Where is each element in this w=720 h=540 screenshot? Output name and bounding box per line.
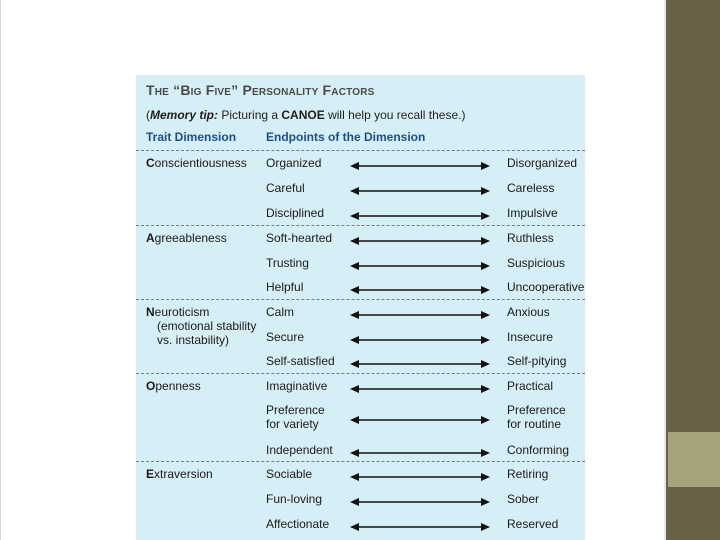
trait-name [146, 379, 201, 393]
memory-tip-label: Memory tip: [150, 108, 219, 122]
endpoint-low: Organized [266, 156, 322, 170]
trait-name-rest: onscientiousness [154, 156, 247, 170]
endpoint-high: Self-pitying [507, 354, 567, 368]
endpoint-high: Reserved [507, 517, 559, 531]
endpoint-low: Trusting [266, 256, 309, 270]
memory-tip-text-after: will help you recall these.) [324, 108, 466, 122]
endpoint-high: Uncooperative [507, 280, 585, 294]
endpoint-low: Affectionate [266, 517, 330, 531]
double-headed-arrow-icon [350, 415, 490, 425]
endpoint-high: Ruthless [507, 231, 554, 245]
endpoint-high: Retiring [507, 467, 549, 481]
endpoint-low: Helpful [266, 280, 304, 294]
endpoint-low: Secure [266, 330, 305, 344]
endpoint-high: for routine [507, 417, 562, 431]
endpoint-low: Disciplined [266, 206, 325, 220]
endpoint-low: Imaginative [266, 379, 328, 393]
trait-initial: C [146, 156, 155, 170]
trait-initial: E [146, 467, 155, 481]
endpoint-high: Sober [507, 492, 540, 506]
endpoint-low: Calm [266, 305, 295, 319]
trait-name [146, 467, 213, 481]
endpoint-high: Conforming [507, 443, 570, 457]
trait-initial: A [146, 231, 155, 245]
decorative-side-accent [668, 432, 720, 487]
trait-name-rest: penness [155, 379, 201, 393]
endpoint-high: Anxious [507, 305, 550, 319]
table-title: The “Big Five” Personality Factors [146, 82, 375, 98]
double-headed-arrow-icon [350, 285, 490, 295]
endpoint-high: Impulsive [507, 206, 558, 220]
double-headed-arrow-icon [350, 335, 490, 345]
endpoint-low: Preference [266, 403, 325, 417]
double-headed-arrow-icon [350, 497, 490, 507]
endpoint-low: Fun-loving [266, 492, 323, 506]
endpoint-low: for variety [266, 417, 319, 431]
double-headed-arrow-icon [350, 211, 490, 221]
double-headed-arrow-icon [350, 359, 490, 369]
row-separator [136, 373, 585, 374]
trait-subtitle: vs. instability) [157, 333, 230, 347]
trait-name-rest: xtraversion [154, 467, 213, 481]
trait-name [146, 305, 209, 319]
trait-dimension-header: Trait Dimension [146, 130, 237, 144]
double-headed-arrow-icon [350, 261, 490, 271]
memory-tip [146, 108, 465, 122]
trait-name [146, 156, 247, 170]
endpoint-high: Careless [507, 181, 555, 195]
double-headed-arrow-icon [350, 448, 490, 458]
endpoint-high: Disorganized [507, 156, 578, 170]
endpoint-high: Preference [507, 403, 566, 417]
trait-initial: N [146, 305, 155, 319]
endpoint-high: Practical [507, 379, 554, 393]
memory-tip-text-before: Picturing a [218, 108, 282, 122]
double-headed-arrow-icon [350, 310, 490, 320]
memory-tip-canoe: CANOE [281, 108, 325, 122]
trait-subtitle: (emotional stability [157, 319, 257, 333]
double-headed-arrow-icon [350, 472, 490, 482]
trait-name-rest: greeableness [154, 231, 227, 245]
double-headed-arrow-icon [350, 384, 490, 394]
slide-left-border [0, 0, 1, 540]
row-separator [136, 225, 585, 226]
endpoint-low: Careful [266, 181, 305, 195]
endpoint-high: Insecure [507, 330, 554, 344]
memory-tip-open-paren: ( [146, 108, 150, 122]
row-separator [136, 150, 585, 151]
endpoint-low: Sociable [266, 467, 313, 481]
row-separator [136, 299, 585, 300]
endpoint-low: Independent [266, 443, 333, 457]
double-headed-arrow-icon [350, 186, 490, 196]
trait-initial: O [146, 379, 156, 393]
endpoint-low: Soft-hearted [266, 231, 333, 245]
trait-name-rest: euroticism [154, 305, 210, 319]
endpoint-high: Suspicious [507, 256, 566, 270]
trait-name [146, 231, 227, 245]
endpoint-low: Self-satisfied [266, 354, 335, 368]
double-headed-arrow-icon [350, 161, 490, 171]
endpoints-header: Endpoints of the Dimension [266, 130, 426, 144]
double-headed-arrow-icon [350, 236, 490, 246]
big-five-table [136, 75, 585, 540]
double-headed-arrow-icon [350, 522, 490, 532]
row-separator [136, 461, 585, 462]
